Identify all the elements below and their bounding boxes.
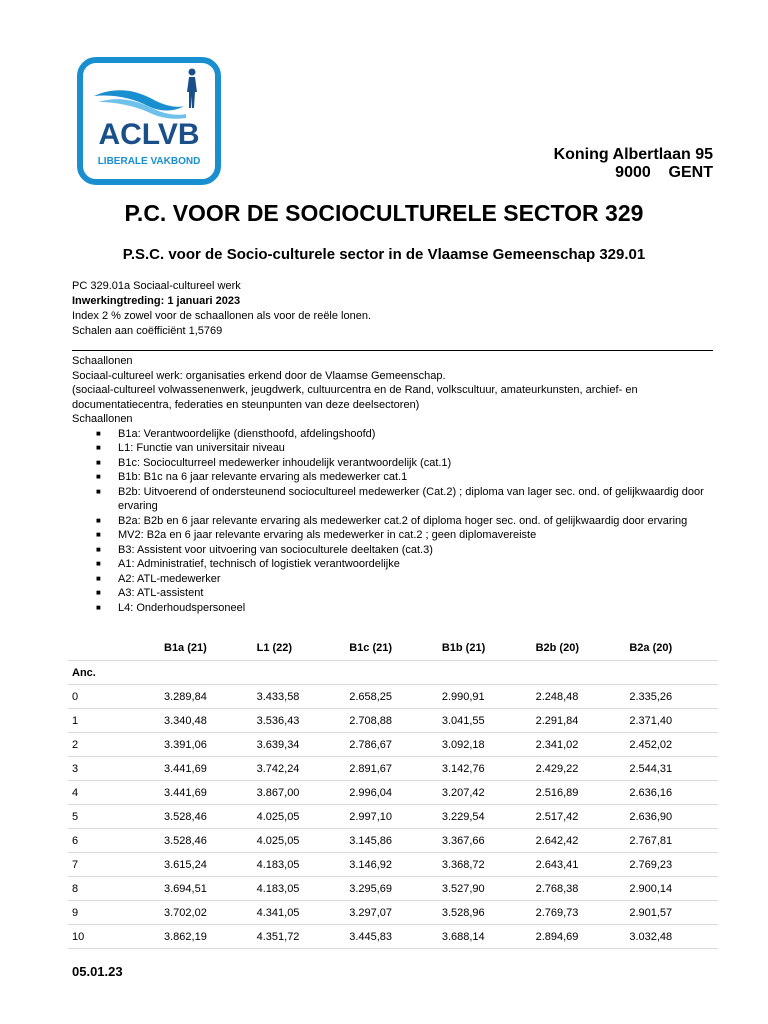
table-cell-anc: 0 (68, 685, 160, 709)
table-cell: 3.528,46 (160, 805, 253, 829)
page-title: P.C. VOOR DE SOCIOCULTURELE SECTOR 329 (124, 200, 644, 226)
list-item: ■ B1c: Socioculturreel medewerker inhoudelijk verantwoordelijk (cat.1) (96, 456, 452, 469)
table-cell: 3.032,48 (625, 925, 718, 949)
table-row (68, 925, 718, 949)
bullet-icon: ■ (96, 588, 101, 597)
table-cell: 2.891,67 (345, 757, 438, 781)
description-heading-2: Schaallonen (72, 413, 133, 425)
bullet-icon: ■ (96, 602, 101, 612)
table-cell: 4.183,05 (253, 853, 346, 877)
list-item: ■ B2a: B2b en 6 jaar relevante ervaring als medewerker cat.2 of diploma hoger sec. ond. of gelijkwaardig door ervaring (96, 514, 688, 527)
info-line-index: Index 2 % zowel voor de schaallonen als voor de reële lonen. (72, 310, 372, 322)
table-header (68, 636, 160, 661)
footer-date: 05.01.23 (72, 964, 123, 979)
list-item: ■ MV2: B2a en 6 jaar relevante ervaring als medewerker in cat.2 ; geen diplomavereiste (96, 529, 537, 541)
table-cell: 2.658,25 (345, 685, 438, 709)
bullet-icon: ■ (96, 457, 101, 467)
table-cell: 3.528,96 (438, 901, 532, 925)
table-cell: 2.636,16 (625, 781, 718, 805)
table-cell: 2.894,69 (532, 925, 626, 949)
description-block (72, 354, 717, 615)
table-cell: 3.694,51 (160, 877, 253, 901)
table-row (68, 901, 718, 925)
table-cell: 3.146,92 (345, 853, 438, 877)
table-cell: 3.688,14 (438, 925, 532, 949)
table-cell: 3.639,34 (253, 733, 346, 757)
table-cell: 3.528,46 (160, 829, 253, 853)
category-list (72, 427, 717, 616)
info-line-effective-date: Inwerkingtreding: 1 januari 2023 (72, 295, 241, 307)
table-cell: 3.368,72 (438, 853, 532, 877)
table-cell: 3.702,02 (160, 901, 253, 925)
table-row (68, 733, 718, 757)
list-item: ■ B2b: Uitvoerend of ondersteunend sociocultureel medewerker (Cat.2) ; diploma van lager sec. ond. of gelijkwaardig door ervaring (96, 485, 704, 512)
address-block (554, 146, 713, 182)
list-item: ■ B3: Assistent voor uitvoering van socioculturele deeltaken (cat.3) (96, 543, 433, 556)
table-row (68, 685, 718, 709)
list-item: ■ B1b: B1c na 6 jaar relevante ervaring als medewerker cat.1 (96, 471, 408, 483)
table-cell: 3.297,07 (345, 901, 438, 925)
table-cell-anc: 5 (68, 805, 160, 829)
salary-table (68, 636, 718, 949)
table-cell: 2.642,42 (532, 829, 626, 853)
table-row (68, 877, 718, 901)
table-cell: 4.341,05 (253, 901, 346, 925)
table-cell: 3.041,55 (438, 709, 532, 733)
table-cell: 2.371,40 (625, 709, 718, 733)
table-cell: 3.092,18 (438, 733, 532, 757)
table-cell: 2.516,89 (532, 781, 626, 805)
table-row (68, 853, 718, 877)
aclvb-logo (76, 56, 222, 186)
list-item: ■ A1: Administratief, technisch of logistiek verantwoordelijke (96, 558, 400, 570)
info-line-pc: PC 329.01a Sociaal-cultureel werk (72, 280, 241, 292)
table-row (68, 709, 718, 733)
table-cell: 2.291,84 (532, 709, 626, 733)
logo-tagline: LIBERALE VAKBOND (97, 156, 201, 167)
table-cell: 2.767,81 (625, 829, 718, 853)
table-cell: 2.517,42 (532, 805, 626, 829)
table-cell: 3.445,83 (345, 925, 438, 949)
table-cell: 3.367,66 (438, 829, 532, 853)
table-cell: 2.768,38 (532, 877, 626, 901)
bullet-icon: ■ (96, 515, 101, 525)
table-header: B2a (20) (629, 642, 673, 654)
bullet-icon: ■ (96, 472, 101, 481)
table-cell: 3.295,69 (345, 877, 438, 901)
table-cell: 2.636,90 (625, 805, 718, 829)
table-cell: 3.441,69 (160, 757, 253, 781)
table-cell: 2.769,23 (625, 853, 718, 877)
info-line-coefficient: Schalen aan coëfficiënt 1,5769 (72, 325, 223, 337)
table-cell: 2.997,10 (345, 805, 438, 829)
table-cell-anc: 10 (68, 925, 160, 949)
table-cell: 3.391,06 (160, 733, 253, 757)
table-cell: 2.990,91 (438, 685, 532, 709)
description-text: Sociaal-cultureel werk: organisaties erkend door de Vlaamse Gemeenschap. (72, 369, 446, 382)
table-cell: 3.340,48 (160, 709, 253, 733)
table-cell-anc: 3 (68, 757, 160, 781)
table-cell: 4.351,72 (253, 925, 346, 949)
table-cell: 4.025,05 (253, 805, 346, 829)
table-row (68, 829, 718, 853)
table-row (68, 661, 718, 685)
table-cell-anc: 1 (68, 709, 160, 733)
bullet-icon: ■ (96, 486, 101, 496)
info-block (72, 279, 371, 339)
bullet-icon: ■ (96, 428, 101, 438)
table-cell: 2.429,22 (532, 757, 626, 781)
table-cell: 3.742,24 (253, 757, 346, 781)
table-row (68, 757, 718, 781)
bullet-icon: ■ (96, 530, 101, 539)
table-cell: 2.900,14 (625, 877, 718, 901)
address-city: 9000 GENT (615, 164, 713, 181)
table-cell: 2.452,02 (625, 733, 718, 757)
table-header: B1c (21) (349, 642, 393, 654)
table-cell-anc: 6 (68, 829, 160, 853)
table-cell: 4.183,05 (253, 877, 346, 901)
table-cell: 2.335,26 (625, 685, 718, 709)
table-row (68, 805, 718, 829)
page-subtitle: P.S.C. voor de Socio-culturele sector in de Vlaamse Gemeenschap 329.01 (122, 246, 646, 263)
table-cell: 4.025,05 (253, 829, 346, 853)
address-street: Koning Albertlaan 95 (553, 146, 713, 163)
table-cell-anc: 4 (68, 781, 160, 805)
table-cell: 3.433,58 (253, 685, 346, 709)
table-cell: 2.708,88 (345, 709, 438, 733)
list-item: ■ A2: ATL-medewerker (96, 572, 221, 585)
table-cell-anc: 7 (68, 853, 160, 877)
table-cell: 3.615,24 (160, 853, 253, 877)
table-cell: 2.544,31 (625, 757, 718, 781)
table-header: B2b (20) (535, 642, 579, 654)
table-header: B1b (21) (441, 642, 486, 654)
table-cell-anc: 2 (68, 733, 160, 757)
list-item: ■ A3: ATL-assistent (96, 587, 204, 599)
logo-name: ACLVB (98, 118, 200, 151)
bullet-icon: ■ (96, 573, 101, 583)
bullet-icon: ■ (96, 443, 101, 452)
bullet-icon: ■ (96, 544, 101, 554)
table-cell: 3.207,42 (438, 781, 532, 805)
table-cell: 3.145,86 (345, 829, 438, 853)
table-cell: 2.901,57 (625, 901, 718, 925)
table-cell: 3.441,69 (160, 781, 253, 805)
table-cell-anc: 9 (68, 901, 160, 925)
table-header-row (68, 636, 718, 661)
table-cell: 3.229,54 (438, 805, 532, 829)
table-cell: 3.867,00 (253, 781, 346, 805)
description-subtext: (sociaal-cultureel volwassenenwerk, jeugdwerk, cultuurcentra en de Rand, volkscultuur, amateurkunsten, archief- en documentatiecentra, federaties en steunpunten van deze deelsectoren) (72, 384, 638, 411)
table-cell: 2.341,02 (532, 733, 626, 757)
description-heading: Schaallonen (72, 355, 133, 367)
list-item: ■ L4: Onderhoudspersoneel (96, 601, 246, 614)
list-item: ■ B1a: Verantwoordelijke (diensthoofd, afdelingshoofd) (96, 427, 376, 440)
table-cell: 3.536,43 (253, 709, 346, 733)
table-cell: 3.527,90 (438, 877, 532, 901)
table-cell: 3.289,84 (160, 685, 253, 709)
table-row (68, 781, 718, 805)
table-cell: 2.643,41 (532, 853, 626, 877)
divider (72, 350, 713, 351)
table-header: B1a (21) (164, 642, 207, 654)
table-cell: 2.769,73 (532, 901, 626, 925)
table-header: L1 (22) (256, 642, 293, 654)
bullet-icon: ■ (96, 559, 101, 568)
table-cell-anc: 8 (68, 877, 160, 901)
table-cell: 3.142,76 (438, 757, 532, 781)
table-cell: 2.248,48 (532, 685, 626, 709)
table-cell: 2.996,04 (345, 781, 438, 805)
anc-label: Anc. (68, 661, 160, 685)
table-cell: 3.862,19 (160, 925, 253, 949)
table-cell: 2.786,67 (345, 733, 438, 757)
list-item: ■ L1: Functie van universitair niveau (96, 442, 285, 454)
